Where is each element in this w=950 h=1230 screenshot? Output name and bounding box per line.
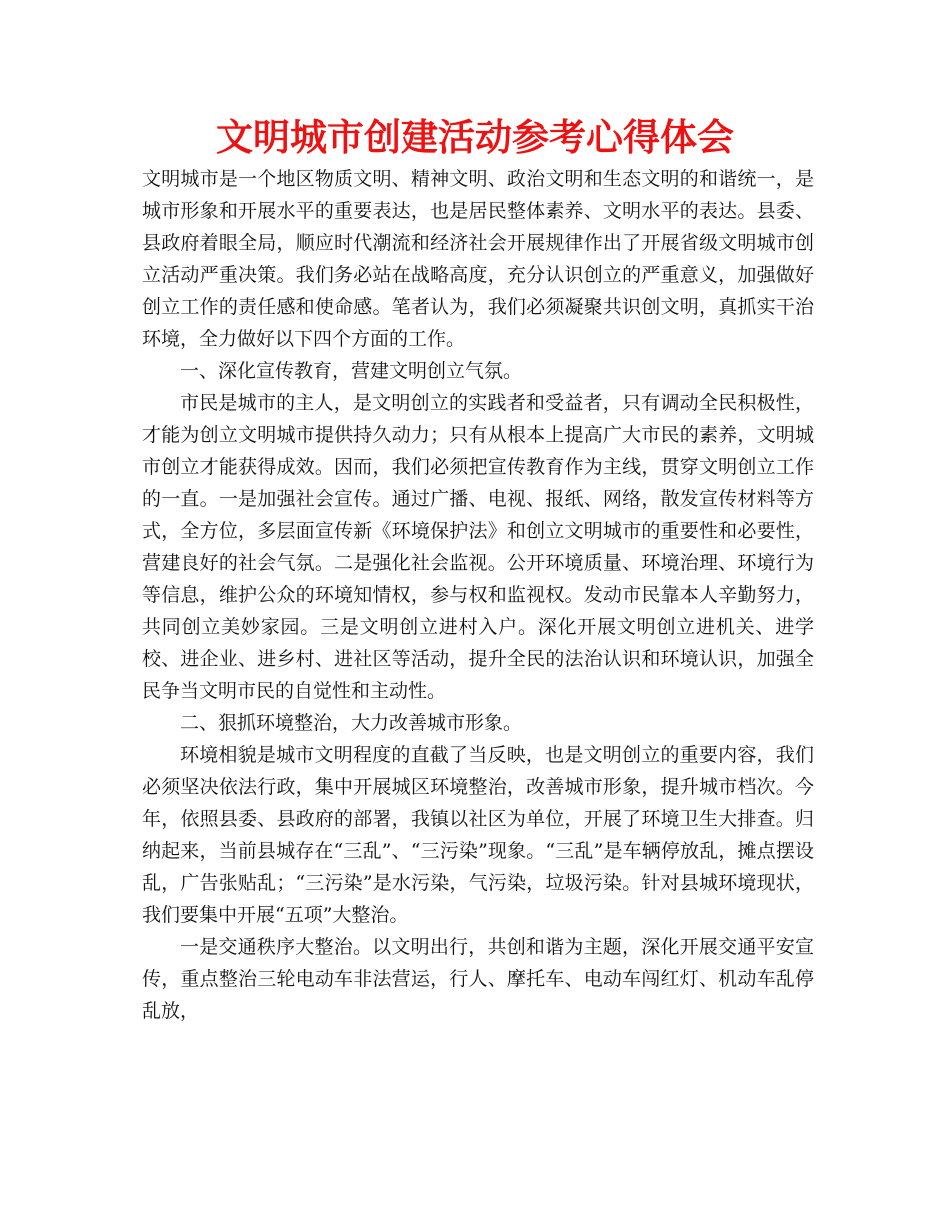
document-body [142,163,814,1027]
section-heading: 二、狠抓环境整治，大力改善城市形象。 [180,712,523,734]
paragraph: 文明城市是一个地区物质文明、精神文明、政治文明和生态文明的和谐统一，是城市形象和开展水平的重要表达，也是居民整体素养、文明水平的表达。县委、县政府着眼全局，顺应时代潮流和经济社会开展规律作出了开展省级文明城市创立活动严重决策。我们务必站在战略高度，充分认识创立的严重意义，加强做好创立工作的责任感和使命感。笔者认为，我们必须凝聚共识创文明，真抓实干治环境，全力做好以下四个方面的工作。 [142,168,814,350]
paragraph: 市民是城市的主人，是文明创立的实践者和受益者，只有调动全民积极性，才能为创立文明城市提供持久动力；只有从根本上提高广大市民的素养，文明城市创立才能获得成效。因而，我们必须把宣传教育作为主线，贯穿文明创立工作的一直。一是加强社会宣传。通过广播、电视、报纸、网络，散发宣传材料等方式，全方位，多层面宣传新《环境保护法》和创立文明城市的重要性和必要性，营建良好的社会气氛。二是强化社会监视。公开环境质量、环境治理、环境行为等信息，维护公众的环境知情权，参与权和监视权。发动市民靠本人辛勤努力，共同创立美妙家园。三是文明创立进村入户。深化开展文明创立进机关、进学校、进企业、进乡村、进社区等活动，提升全民的法治认识和环境认识，加强全民争当文明市民的自觉性和主动性。 [142,392,814,702]
document-title: 文明城市创建活动参考心得体会 [216,116,734,159]
paragraph: 环境相貌是城市文明程度的直截了当反映，也是文明创立的重要内容，我们必须坚决依法行政，集中开展城区环境整治，改善城市形象，提升城市档次。今年，依照县委、县政府的部署，我镇以社区为单位，开展了环境卫生大排查。归纳起来，当前县城存在“三乱”、“三污染”现象。“三乱”是车辆停放乱，摊点摆设乱，广告张贴乱；“三污染”是水污染，气污染，垃圾污染。针对县城环境现状，我们要集中开展“五项”大整治。 [142,744,814,926]
paragraph: 一是交通秩序大整治。以文明出行，共创和谐为主题，深化开展交通平安宣传，重点整治三轮电动车非法营运，行人、摩托车、电动车闯红灯、机动车乱停乱放， [142,936,814,1022]
section-heading: 一、深化宣传教育，营建文明创立气氛。 [180,360,523,382]
